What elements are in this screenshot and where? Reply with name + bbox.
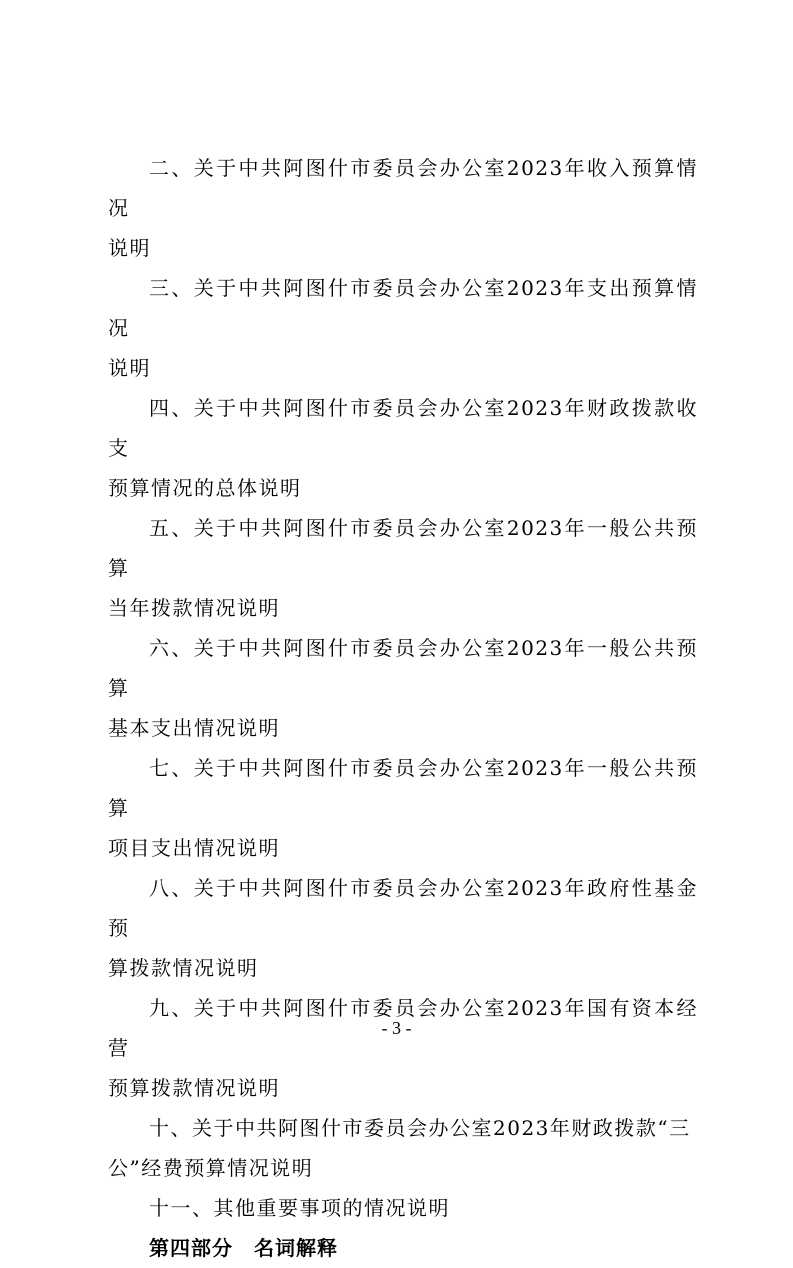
toc-item-line: 八、关于中共阿图什市委员会办公室2023年政府性基金预 <box>108 876 698 940</box>
toc-item-line: 公”经费预算情况说明 <box>108 1156 314 1180</box>
toc-item-line: 说明 <box>108 356 151 380</box>
toc-item-line: 五、关于中共阿图什市委员会办公室2023年一般公共预算 <box>108 516 698 580</box>
toc-item-line: 算拨款情况说明 <box>108 956 259 980</box>
toc-item-line: 三、关于中共阿图什市委员会办公室2023年支出预算情况 <box>108 276 698 340</box>
toc-item-line: 预算情况的总体说明 <box>108 476 302 500</box>
toc-item-line: 项目支出情况说明 <box>108 836 280 860</box>
toc-item <box>108 748 698 868</box>
toc-item <box>108 148 698 268</box>
toc-item <box>108 268 698 388</box>
section-heading: 第四部分 名词解释 <box>149 1236 338 1260</box>
page-number: - 3 - <box>381 1018 412 1038</box>
toc-item-line: 九、关于中共阿图什市委员会办公室2023年国有资本经营 <box>108 996 698 1060</box>
toc-item-line: 预算拨款情况说明 <box>108 1076 280 1100</box>
toc-item-line: 二、关于中共阿图什市委员会办公室2023年收入预算情况 <box>108 156 698 220</box>
toc-item-line: 六、关于中共阿图什市委员会办公室2023年一般公共预算 <box>108 636 698 700</box>
toc-item <box>108 388 698 508</box>
toc-item <box>108 988 698 1108</box>
toc-item <box>108 508 698 628</box>
toc-item <box>108 868 698 988</box>
toc-item <box>108 1108 698 1188</box>
toc-item-line: 七、关于中共阿图什市委员会办公室2023年一般公共预算 <box>108 756 698 820</box>
toc-item-line: 十一、其他重要事项的情况说明 <box>149 1196 450 1220</box>
toc-item <box>108 628 698 748</box>
toc-item-line: 说明 <box>108 236 151 260</box>
toc-item-line: 当年拨款情况说明 <box>108 596 280 620</box>
toc-item-line: 十、关于中共阿图什市委员会办公室2023年财政拨款“三 <box>149 1116 691 1140</box>
toc-list <box>108 148 698 1268</box>
toc-item <box>108 1188 698 1228</box>
toc-item-line: 四、关于中共阿图什市委员会办公室2023年财政拨款收支 <box>108 396 698 460</box>
toc-item-line: 基本支出情况说明 <box>108 716 280 740</box>
